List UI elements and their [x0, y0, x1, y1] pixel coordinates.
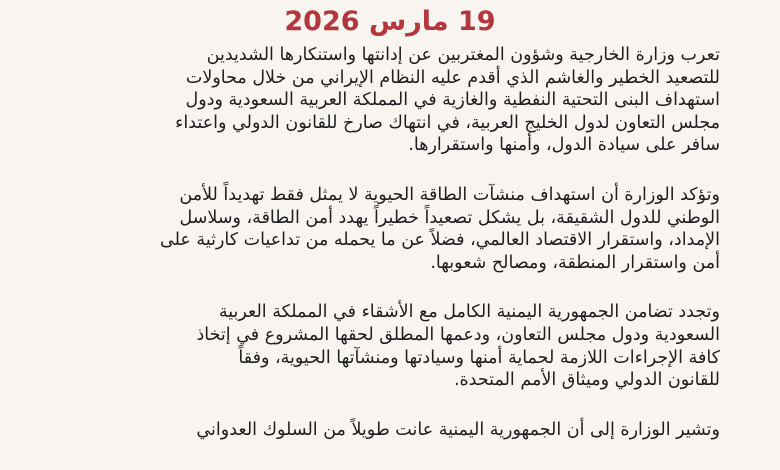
text-line: الإمداد، واستقرار الاقتصاد العالمي، فضلاً عن ما يحمله من تداعيات كارثية على	[160, 230, 720, 251]
text-line: سافر على سيادة الدول، وأمنها واستقرارها.	[408, 135, 720, 156]
paragraph-yemen-suffering	[64, 419, 720, 442]
text-line: للتصعيد الخطير والغاشم الذي أقدم عليه النظام الإيراني من خلال محاولات	[185, 67, 720, 88]
text-line: وتؤكد الوزارة أن استهداف منشآت الطاقة الحيوية لا يمثل فقط تهديداً للأمن	[179, 184, 720, 205]
text-line: كافة الإجراءات اللازمة لحماية أمنها وسيادتها ومنشآتها الحيوية، وفقاً	[238, 347, 720, 368]
text-line: للقانون الدولي وميثاق الأمم المتحدة.	[453, 370, 720, 391]
text-line: الوطني للدول الشقيقة، بل يشكل تصعيداً خطيراً يهدد أمن الطاقة، وسلاسل	[179, 207, 720, 228]
text-line: مجلس التعاون لدول الخليج العربية، في انتهاك صارخ للقانون الدولي واعتداء	[175, 112, 720, 133]
statement-body	[64, 44, 720, 441]
text-line: تعرب وزارة الخارجية وشؤون المغتربين عن إدانتها واستنكارها الشديدين	[206, 45, 720, 65]
text-line: السعودية ودول مجلس التعاون، ودعمها المطلق لحقها المشروع في إتخاذ	[196, 324, 720, 345]
paragraph-solidarity	[64, 301, 720, 391]
paragraph-condemnation	[64, 44, 720, 157]
text-line: استهداف البنى التحتية النفطية والغازية في المملكة العربية السعودية ودول	[185, 90, 720, 111]
text-line: أمن واستقرار المنطقة، ومصالح شعوبها.	[430, 252, 720, 273]
text-line: وتجدد تضامن الجمهورية اليمنية الكامل مع الأشقاء في المملكة العربية	[218, 302, 720, 323]
text-line: وتشير الوزارة إلى أن الجمهورية اليمنية عانت طويلاً من السلوك العدواني	[196, 419, 720, 440]
paragraph-energy-threat	[64, 184, 720, 274]
statement-date: 19 مارس 2026	[284, 6, 496, 37]
